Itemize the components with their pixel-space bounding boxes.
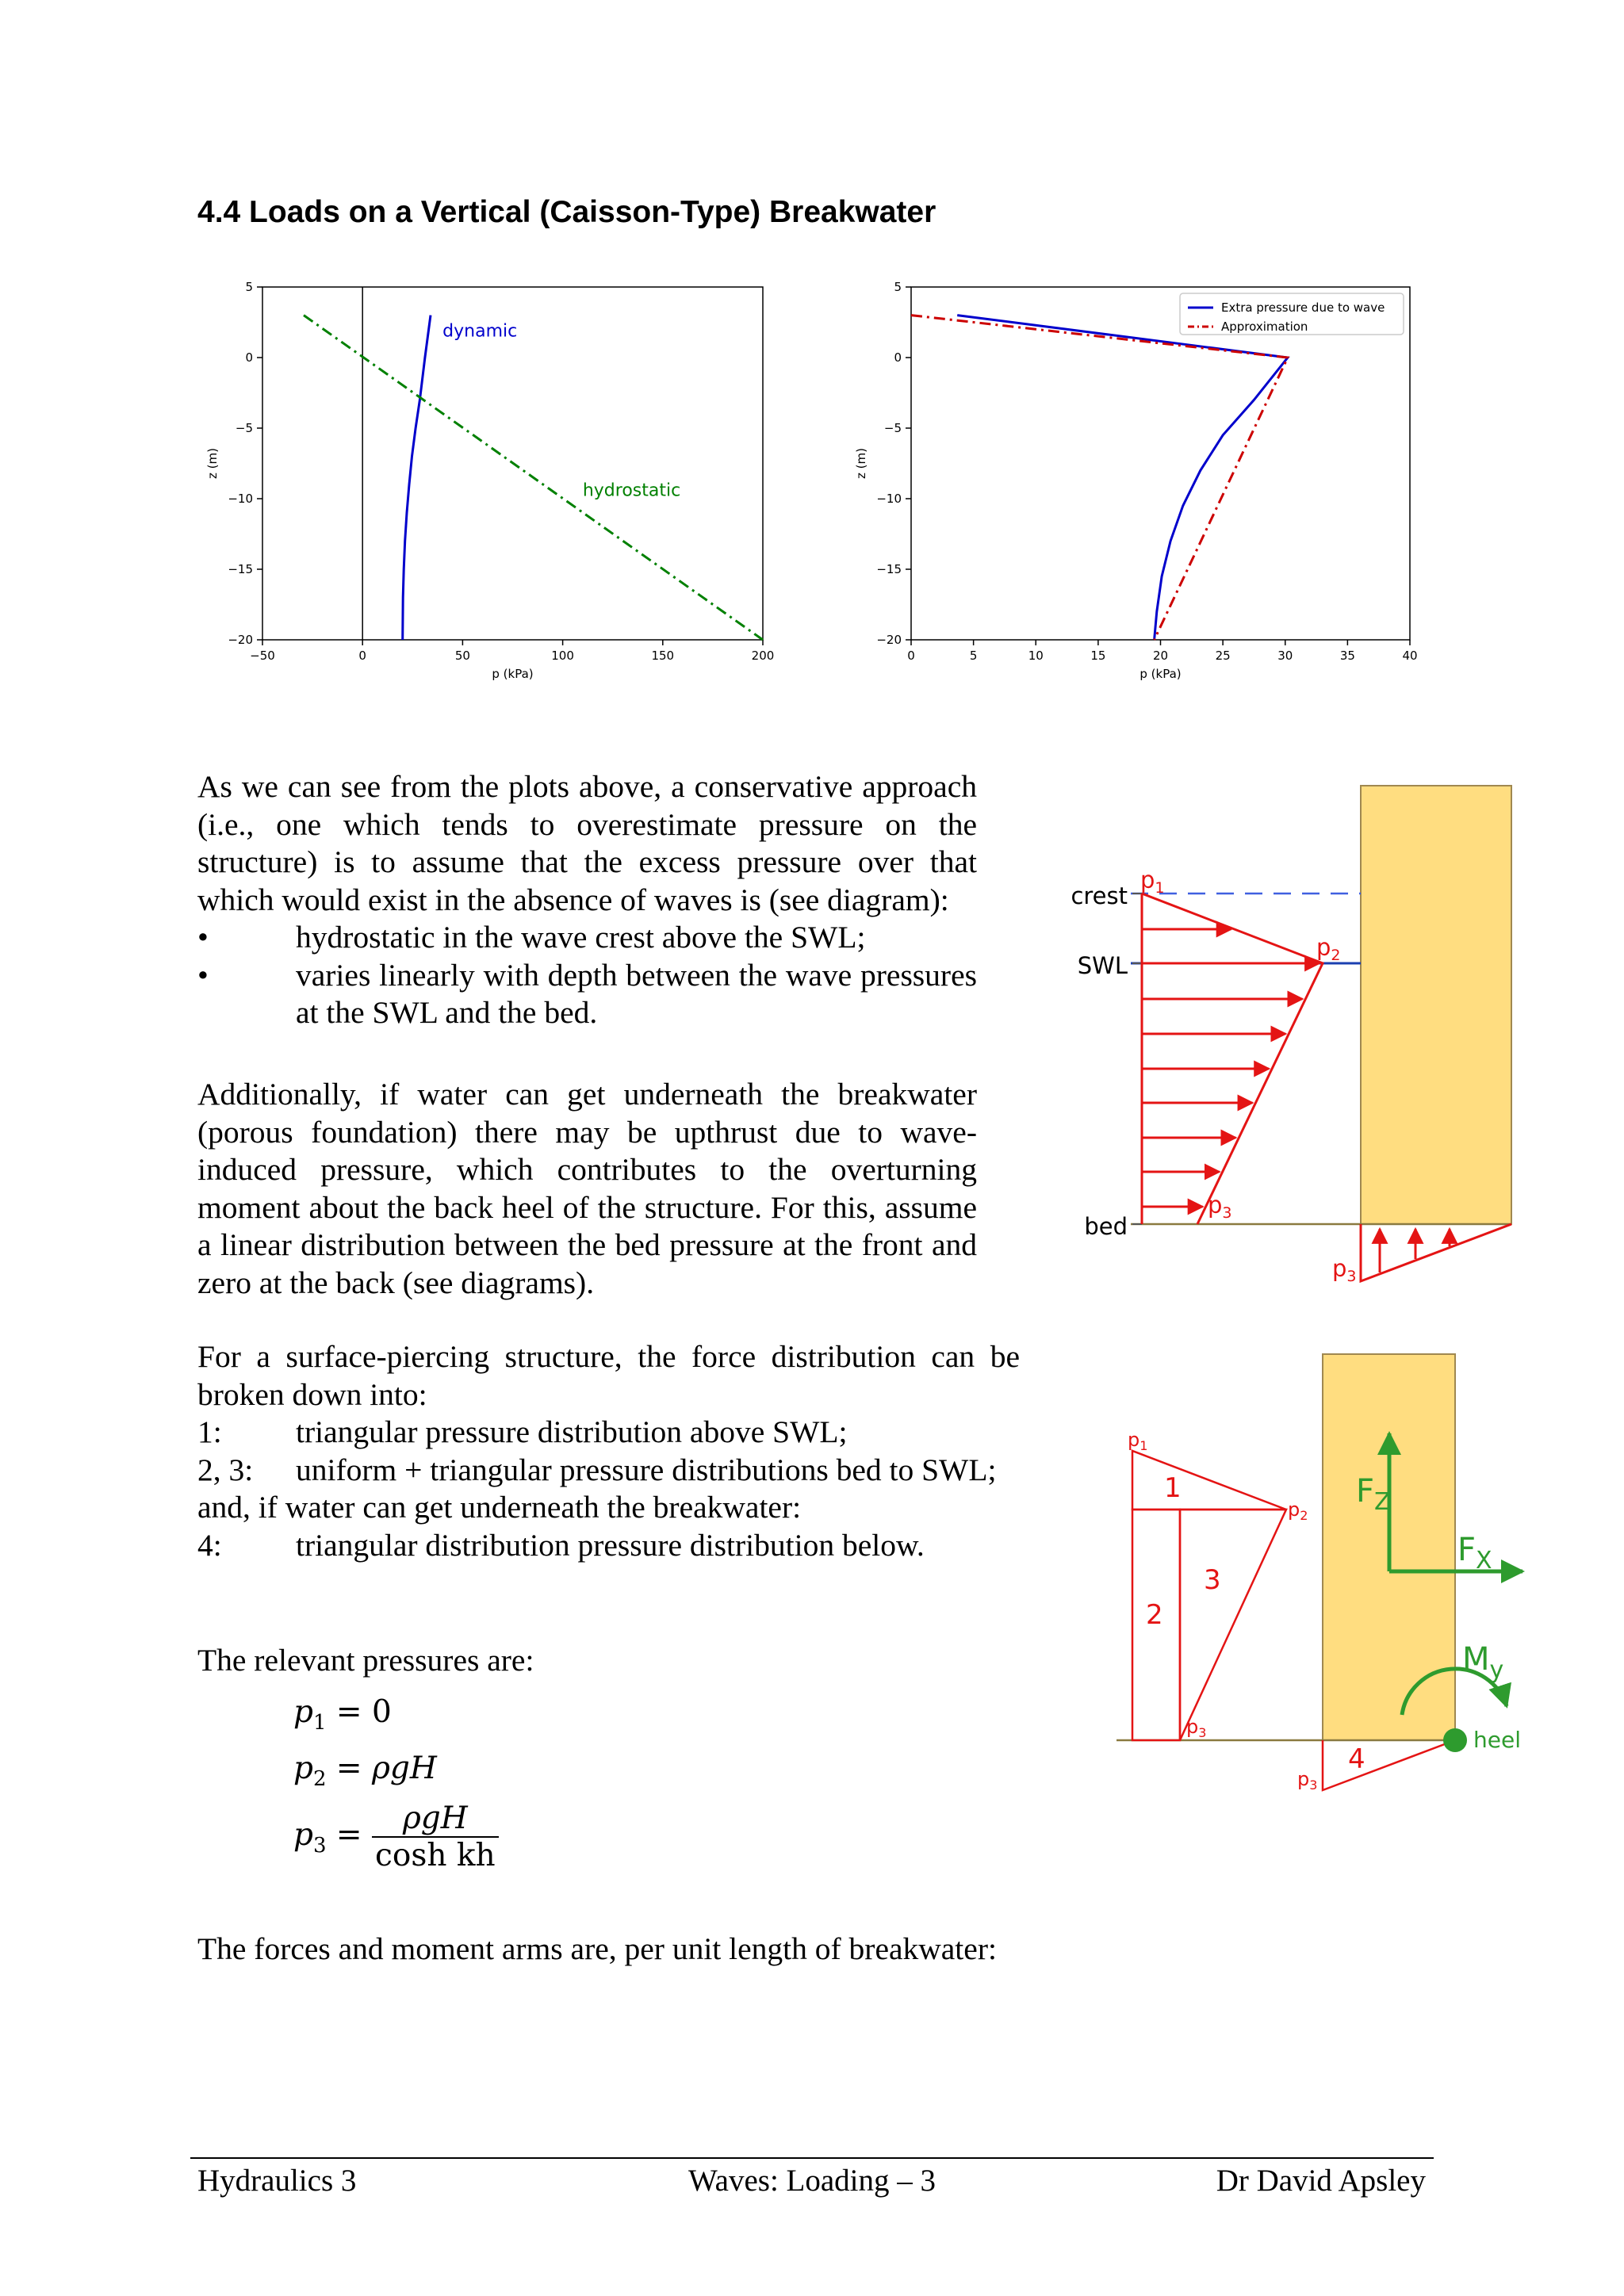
y-tick-label: 0	[245, 350, 253, 365]
list-number: 1:	[197, 1414, 222, 1449]
series-annotation: dynamic	[442, 321, 518, 342]
x-tick-label: 50	[454, 649, 470, 663]
paragraph-text: As we can see from the plots above, a conservative approach (i.e., one which tends to overestimate pressure on the structure) is to assume that the excess pressure over that which would exist in the absence of waves is (see diagram):	[197, 769, 977, 917]
region-1	[1132, 1451, 1286, 1510]
label-swl: SWL	[1077, 952, 1128, 979]
paragraph-approach	[197, 768, 977, 1032]
bullet-symbol: •	[197, 957, 209, 993]
list-item	[197, 1452, 1020, 1490]
list-text: triangular distribution pressure distribution below.	[296, 1527, 925, 1563]
x-tick-label: 10	[1028, 649, 1044, 663]
y-tick-label: −15	[876, 562, 902, 576]
pressure-profile	[1142, 894, 1323, 1224]
y-tick-label: −10	[876, 492, 902, 506]
y-tick-label: 5	[245, 280, 253, 294]
list-text: uniform + triangular pressure distributions bed to SWL;	[296, 1452, 997, 1487]
x-tick-label: 40	[1402, 649, 1418, 663]
x-axis-label: p (kPa)	[1139, 667, 1182, 681]
x-tick-label: 20	[1152, 649, 1169, 663]
pressure-arrows	[1142, 929, 1320, 1207]
caisson-block	[1361, 786, 1511, 1224]
x-tick-label: 0	[907, 649, 915, 663]
region-4	[1323, 1740, 1455, 1790]
y-axis-label: z (m)	[205, 448, 220, 479]
series-line	[304, 316, 763, 640]
y-tick-label: −10	[228, 492, 253, 506]
paragraph-text: The relevant pressures are:	[197, 1643, 534, 1678]
x-tick-label: 35	[1339, 649, 1355, 663]
x-tick-label: −50	[250, 649, 275, 663]
legend-entry: Extra pressure due to wave	[1221, 300, 1385, 315]
label-p3: $p_3$	[1186, 1716, 1207, 1740]
bullet-item	[197, 957, 977, 1032]
series-line	[957, 316, 1288, 640]
label-p1: $p_1$	[1140, 867, 1165, 897]
y-tick-label: −20	[228, 633, 253, 647]
x-tick-label: 25	[1215, 649, 1231, 663]
chart-extra-pressure	[841, 277, 1427, 690]
upthrust-profile	[1361, 1224, 1511, 1281]
y-tick-label: −5	[883, 421, 902, 435]
footer-left: Hydraulics 3	[197, 2164, 357, 2198]
paragraph-text: For a surface-piercing structure, the force distribution can be broken down into:	[197, 1339, 1020, 1412]
y-tick-label: −15	[228, 562, 253, 576]
label-p3-upthrust: $p_3$	[1297, 1768, 1318, 1793]
label-p2: $p_2$	[1316, 934, 1341, 964]
equation-p2: $p_2 = \rho gH$	[293, 1751, 437, 1791]
x-tick-label: 100	[551, 649, 574, 663]
region-number-4: 4	[1348, 1743, 1365, 1775]
list-interject: and, if water can get underneath the breakwater:	[197, 1490, 802, 1525]
y-tick-label: −20	[876, 633, 902, 647]
series-line	[403, 316, 431, 640]
label-p3: $p_3$	[1208, 1192, 1232, 1222]
label-p1: $p_1$	[1128, 1429, 1148, 1453]
region-number-1: 1	[1164, 1472, 1182, 1504]
footer-rule	[190, 2157, 1434, 2159]
paragraph-text: The forces and moment arms are, per unit length of breakwater:	[197, 1931, 997, 1966]
paragraph-pressures-intro	[197, 1642, 977, 1680]
list-item	[197, 1414, 1020, 1452]
chart-pressure-vs-depth	[198, 277, 801, 690]
region-3	[1180, 1510, 1286, 1740]
label-p2: $p_2$	[1288, 1498, 1308, 1523]
series-annotation: hydrostatic	[582, 480, 681, 501]
list-number: 2, 3:	[197, 1452, 254, 1487]
heel-point	[1443, 1728, 1467, 1752]
region-number-3: 3	[1204, 1564, 1221, 1596]
y-tick-label: −5	[235, 421, 253, 435]
region-number-2: 2	[1146, 1599, 1163, 1631]
y-axis-label: z (m)	[854, 448, 868, 479]
bullet-item	[197, 919, 977, 957]
bullet-symbol: •	[197, 920, 209, 955]
list-text: triangular pressure distribution above SWL;	[296, 1414, 848, 1449]
footer-center: Waves: Loading – 3	[688, 2164, 936, 2198]
section-title: 4.4 Loads on a Vertical (Caisson-Type) Breakwater	[197, 195, 936, 229]
list-number: 4:	[197, 1527, 222, 1563]
legend-entry: Approximation	[1221, 320, 1308, 334]
series-line	[911, 316, 1288, 640]
x-tick-label: 150	[651, 649, 675, 663]
equation-p3: $p_3$ = $\frac{\text{ρgH}}{\text{cosh kh}}$	[293, 1800, 499, 1873]
x-tick-label: 15	[1090, 649, 1106, 663]
label-bed: bed	[1084, 1213, 1128, 1240]
diagram-pressure-distribution	[1063, 777, 1538, 1300]
paragraph-text: Additionally, if water can get underneath the breakwater (porous foundation) there may be upthrust due to wave-induced pressure, which contributes to the overturning moment about the back heel of the structure. For this, assume a linear distribution between the bed pressure at the front and zero at the back (see diagrams).	[197, 1077, 977, 1300]
paragraph-force-breakdown	[197, 1338, 1020, 1564]
list-item	[197, 1527, 1020, 1565]
paragraph-upthrust	[197, 1076, 977, 1302]
bullet-text: varies linearly with depth between the wave pressures at the SWL and the bed.	[296, 957, 977, 1030]
label-my: $M_y$	[1462, 1641, 1504, 1684]
x-axis-label: p (kPa)	[492, 667, 534, 681]
x-tick-label: 200	[751, 649, 775, 663]
diagram-force-components	[1110, 1340, 1554, 1800]
x-tick-label: 0	[358, 649, 366, 663]
label-fx: $F_X$	[1457, 1532, 1492, 1575]
x-tick-label: 5	[969, 649, 978, 663]
label-crest: crest	[1071, 882, 1128, 909]
y-tick-label: 0	[894, 350, 902, 365]
footer-right: Dr David Apsley	[1216, 2164, 1426, 2198]
bullet-text: hydrostatic in the wave crest above the SWL;	[296, 920, 866, 955]
equation-p1: $p_1 = 0$	[293, 1694, 392, 1735]
y-tick-label: 5	[894, 280, 902, 294]
label-fz: $F_Z$	[1356, 1473, 1391, 1516]
label-heel: heel	[1473, 1727, 1521, 1753]
label-p3-upthrust: $p_3$	[1332, 1255, 1357, 1285]
paragraph-forces-intro	[197, 1931, 1070, 1969]
fraction: $\frac{\text{ρgH}}{\text{cosh kh}}$	[372, 1800, 499, 1873]
x-tick-label: 30	[1277, 649, 1293, 663]
